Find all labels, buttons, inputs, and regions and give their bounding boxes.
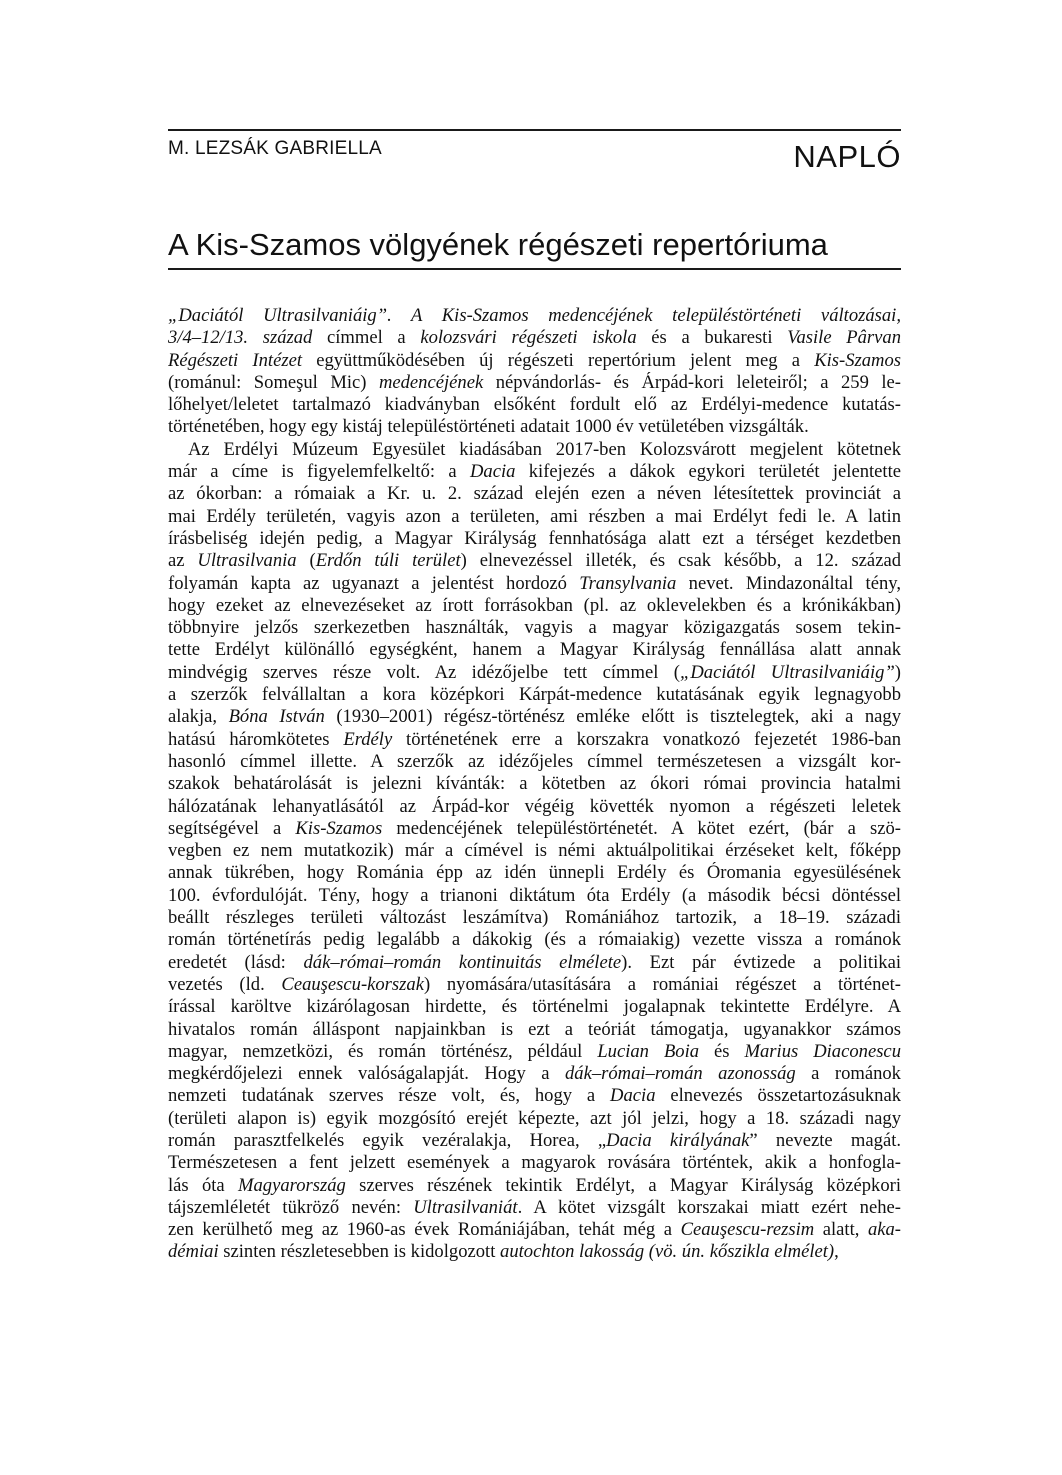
italic-run: Bóna István: [228, 706, 325, 728]
text-run: Természetesen a fent jelzett események a magyarok rovására történtek, akik a honfogla-: [168, 1152, 901, 1174]
text-line: [168, 1085, 901, 1107]
text-line: [168, 305, 901, 327]
italic-run: Kis-Szamos: [814, 349, 901, 371]
text-line: [168, 751, 901, 773]
text-line: [168, 1108, 901, 1130]
text-line: [168, 639, 901, 661]
text-line: [168, 1130, 901, 1152]
text-line: [168, 952, 901, 974]
italic-run: Régészeti Intézet: [168, 349, 302, 371]
text-run: nemzeti tudatának szerves része volt, és, hogy a: [168, 1085, 611, 1107]
text-line: [168, 1041, 901, 1063]
text-line: [168, 706, 901, 728]
italic-run: Magyarország: [238, 1174, 346, 1196]
text-line: [168, 327, 901, 349]
text-line: [168, 996, 901, 1018]
text-run: alakja,: [168, 706, 229, 728]
text-line: [168, 1152, 901, 1174]
text-run: mindvégig szerves része volt. Az idézőjelbe tett címmel (: [168, 661, 680, 683]
text-run: beállt részleges területi változást leszámítva) Romániához tartozik, a 18–19. századi: [168, 907, 901, 929]
italic-run: Erdőn túli terület: [315, 550, 461, 572]
text-run: hatású háromkötetes: [168, 728, 344, 750]
text-run: vegben ez nem mutatkozik) már a címével is némi aktuálpolitikai érzéseket kelt, főképp: [168, 840, 901, 862]
italic-run: aka-: [867, 1219, 901, 1241]
article-title: A Kis-Szamos völgyének régészeti repertóriuma: [168, 227, 828, 262]
italic-run: Vasile Pârvan: [787, 327, 901, 349]
text-run: (: [296, 550, 316, 572]
text-line: [168, 461, 901, 483]
text-run: hogy ezeket az elnevezéseket az írott forrásokban (pl. az oklevelekben és a krónikákban): [168, 594, 901, 616]
text-line: [168, 729, 901, 751]
text-line: [168, 506, 901, 528]
text-line: [168, 595, 901, 617]
text-run: ) nyomására/utasítására a romániai régészet a történet-: [423, 973, 901, 995]
header-rule: [168, 129, 901, 131]
text-run: . A kötet vizsgált korszakai miatt ezért nehe-: [517, 1196, 901, 1218]
text-run: 100. évfordulóját. Tény, hogy a trianoni diktátum óta Erdély (a második bécsi döntéssel: [168, 884, 901, 906]
italic-run: Dacia: [469, 461, 516, 483]
text-run: annak tükrében, hogy Románia épp az idén ünnepli Erdély és Óromania egyesülésének: [168, 862, 901, 884]
text-run: magyar, nemzetközi, és román történész, például: [168, 1040, 598, 1062]
italic-run: Dacia királyának: [606, 1129, 750, 1151]
italic-run: dák–római–román azonosság: [564, 1063, 796, 1085]
italic-run: Kis-Szamos: [295, 817, 383, 839]
text-run: mai Erdély területén, vagyis azon a területen, ami részben a mai Erdélyt fedi le. A latin: [168, 505, 901, 527]
text-line: [168, 1241, 901, 1263]
text-line: [168, 372, 901, 394]
italic-run: Ultrasilvaniát: [413, 1196, 518, 1218]
text-run: szerves részének tekintik Erdélyt, a Magyar Királyság középkori: [345, 1174, 901, 1196]
text-run: írással karöltve kizárólagosan hirdette, és történelmi jogalapnak tekintette Erdélyre. A: [168, 996, 901, 1018]
text-run: kifejezés a dákok egykori területét jelentette: [515, 461, 901, 483]
italic-run: Erdély: [343, 728, 393, 750]
italic-run: „Daciától Ultrasilvaniáig”: [680, 661, 895, 683]
text-run: hálózatának lehanyatlásától az Árpád-kor végéig követték nyomon a régészeti leletek: [168, 795, 901, 817]
text-run: hasonló címmel illette. A szerzők az idézőjeles címmel természetesen a vizsgált kor-: [168, 750, 901, 772]
italic-run: 3/4–12/13. század: [168, 327, 313, 349]
text-run: történetében, hogy egy kistáj településtörténeti adatait 1000 év vetületében vizsgálták.: [168, 416, 809, 438]
text-line: [168, 483, 901, 505]
text-run: Az Erdélyi Múzeum Egyesület kiadásában 2017-ben Kolozsvárott megjelent kötetnek: [188, 438, 901, 460]
text-line: [168, 550, 901, 572]
italic-run: démiai: [168, 1241, 219, 1263]
italic-run: „Daciától Ultrasilvaniáig”. A Kis-Szamos medencéjének településtörténeti változásai,: [168, 305, 901, 326]
text-line: [168, 907, 901, 929]
text-line: [168, 840, 901, 862]
text-line: [168, 394, 901, 416]
text-run: nevet. Mindazonáltal tény,: [676, 572, 901, 594]
text-line: [168, 573, 901, 595]
text-line: [168, 1019, 901, 1041]
text-run: folyamán kapta az ugyanazt a jelentést hordozó: [168, 572, 580, 594]
italic-run: Transylvania: [579, 572, 677, 594]
text-run: szinten részletesebben is kidolgozott: [218, 1241, 501, 1263]
italic-run: autochton lakosság (vö. ún. kőszikla elmélet): [500, 1241, 835, 1263]
text-run: többnyire jelzős szerkezetben használták, vagyis a magyar közigazgatás sosem tekin-: [168, 617, 901, 639]
italic-run: Lucian Boia: [597, 1040, 700, 1062]
text-run: vezetés (ld.: [168, 973, 282, 995]
text-run: tette Erdélyt különálló egységként, hanem a Magyar Királyság fennállása alatt annak: [168, 639, 901, 661]
author-name: M. LEZSÁK GABRIELLA: [168, 138, 382, 159]
text-line: [168, 439, 901, 461]
text-line: [168, 617, 901, 639]
text-line: [168, 1063, 901, 1085]
italic-run: dák–római–román kontinuitás elmélete: [303, 951, 622, 973]
text-run: medencéjének településtörténetét. A kötet ezért, (bár a szö-: [382, 817, 901, 839]
italic-run: Dacia: [610, 1085, 656, 1107]
text-run: népvándorlás- és Árpád-kori leleteiről; a 259 le-: [483, 371, 901, 393]
text-line: [168, 1219, 901, 1241]
text-run: együttműködésében új régészeti repertórium jelent meg a: [301, 349, 815, 371]
text-line: [168, 885, 901, 907]
text-line: [168, 684, 901, 706]
italic-run: Ceauşescu-korszak: [281, 973, 424, 995]
italic-run: Ceauşescu-rezsim: [680, 1219, 815, 1241]
text-run: a szerzők felvállaltan a kora középkori Kárpát-medence kutatásának egyik legnagyobb: [168, 684, 901, 706]
text-run: alatt,: [814, 1219, 868, 1241]
text-line: [168, 350, 901, 372]
article-body: [168, 305, 901, 1264]
text-line: [168, 1175, 901, 1197]
text-line: [168, 796, 901, 818]
text-line: [168, 528, 901, 550]
text-run: az: [168, 550, 198, 572]
text-run: elnevezés összetartozásuknak: [655, 1085, 901, 1107]
text-run: (románul: Someşul Mic): [168, 371, 379, 393]
text-run: történetének erre a korszakra vonatkozó fejezetét 1986-ban: [392, 728, 901, 750]
text-run: írásbeliség idején pedig, a Magyar Királyság fennhatósága alatt ezt a térséget kezdetben: [168, 527, 901, 549]
text-line: [168, 818, 901, 840]
text-run: román történetírás pedig legalább a dákokig (és a rómaiakig) vezette vissza a románok: [168, 929, 901, 951]
text-run: ) elnevezéssel illeték, és csak később, a 12. század: [460, 550, 901, 572]
text-run: és: [699, 1040, 745, 1062]
text-run: megkérdőjelezi ennek valóságalapját. Hogy a: [168, 1063, 565, 1085]
text-run: lőhelyet/leletet tartalmazó kiadványban elsőként fordult elő az Erdélyi-medence kutatás-: [168, 394, 901, 416]
text-run: már a címe is figyelemfelkeltő: a: [168, 461, 470, 483]
italic-run: Ultrasilvania: [197, 550, 297, 572]
text-run: szakok behatárolását is jelezni kívánták: a kötetben az ókori római provincia hatalmi: [168, 773, 901, 795]
text-run: címmel a: [312, 327, 421, 349]
text-line: [168, 416, 901, 438]
text-run: a románok: [795, 1063, 901, 1085]
text-line: [168, 1197, 901, 1219]
text-run: az ókorban: a rómaiak a Kr. u. 2. század elején ezen a néven létesítettek provinciát a: [168, 483, 901, 505]
text-run: segítségével a: [168, 817, 296, 839]
text-run: eredetét (lásd:: [168, 951, 304, 973]
text-run: lás óta: [168, 1174, 239, 1196]
text-run: (területi alapon is) egyik mozgósító erejét képezte, azt jól jelzi, hogy a 18. századi nagy: [168, 1107, 901, 1129]
text-line: [168, 773, 901, 795]
text-run: ): [894, 661, 901, 683]
title-rule: [168, 268, 901, 270]
text-line: [168, 929, 901, 951]
section-label: NAPLÓ: [793, 139, 901, 174]
italic-run: Marius Diaconescu: [744, 1040, 901, 1062]
text-run: zen kerülhető meg az 1960-as évek Romániájában, tehát még a: [168, 1219, 681, 1241]
text-run: és a bukaresti: [636, 327, 788, 349]
text-line: [168, 974, 901, 996]
text-run: tájszemléletét tükröző nevén:: [168, 1196, 414, 1218]
italic-run: kolozsvári régészeti iskola: [420, 327, 637, 349]
text-run: ,: [834, 1241, 839, 1263]
text-run: hivatalos román álláspont napjainkban is ezt a teóriát támogatja, ugyanakkor számos: [168, 1018, 901, 1040]
text-run: ” nevezte magát.: [749, 1129, 901, 1151]
text-run: (1930–2001) régész-történész emléke előtt is tisztelegtek, aki a nagy: [324, 706, 901, 728]
italic-run: medencéjének: [378, 371, 484, 393]
text-run: ). Ezt pár évtizede a politikai: [621, 951, 901, 973]
text-run: román parasztfelkelés egyik vezéralakja, Horea, „: [168, 1129, 607, 1151]
text-line: [168, 862, 901, 884]
text-line: [168, 662, 901, 684]
